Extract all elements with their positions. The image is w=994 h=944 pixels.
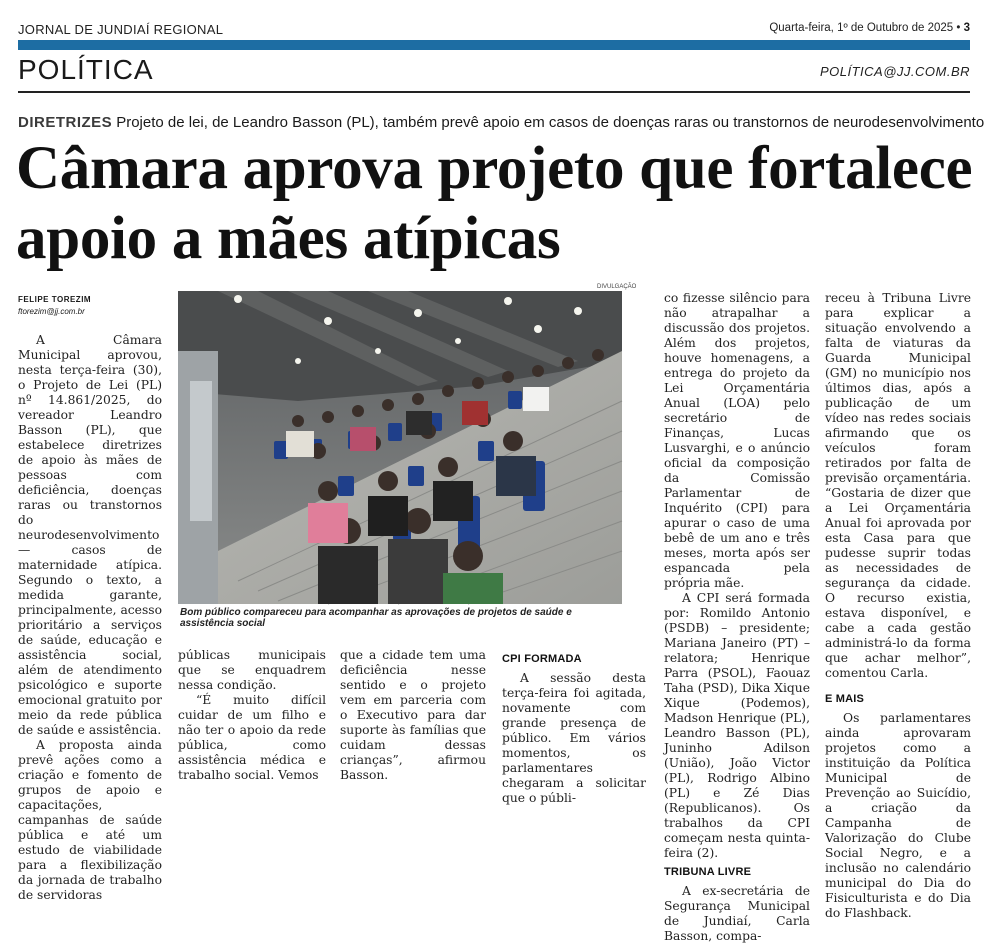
headline: Câmara aprova projeto que fortalece apoio a mães atípicas xyxy=(16,135,973,272)
paragraph: que a cidade tem uma deficiência nesse sentido e o projeto vem em parceria com o Executivo para dar suporte às famílias que cuidam dessas crianças”, afirmou Basson. xyxy=(340,648,486,782)
masthead-bar xyxy=(18,40,970,50)
section-email: POLÍTICA@JJ.COM.BR xyxy=(819,64,970,79)
photo-caption: Bom público compareceu para acompanhar as aprovações de projetos de saúde e assistência social xyxy=(180,607,572,629)
paragraph: A ex-secretária de Segurança Municipal de Jundiaí, Carla Basson, compa- xyxy=(664,884,810,943)
column-1 xyxy=(18,333,162,903)
paragraph: receu à Tribuna Livre para explicar a situação envolvendo a falta de viaturas da Guarda Municipal (GM) no município nos últimos dias, após a publicação de um vídeo nas redes sociais afirmando que os veículos foram retirados por falta de previsão orçamentária. “Gostaria de dizer que a Lei Orçamentária Anual foi aprovada por esta Casa para que pudesse suprir todas as necessidades de segurança da cidade. O recurso existia, estava disponível, e cabe a cada gestão administrá-lo da forma que achar melhor”, comentou Carla. xyxy=(825,291,971,680)
column-6 xyxy=(825,291,971,921)
subheading-tribuna: TRIBUNA LIVRE xyxy=(664,866,752,878)
section-divider xyxy=(18,91,970,93)
column-5 xyxy=(664,291,810,944)
author-name: FELIPE TOREZIM xyxy=(18,295,92,304)
paragraph: A Câmara Municipal aprovou, nesta terça-feira (30), o Projeto de Lei (PL) nº 14.861/2025, do vereador Leandro Basson (PL), que estabelece diretrizes de apoio às mães de pessoas com deficiência, doenças raras ou transtornos do neurodesenvolvimento — casos de maternidade atípica. Segundo o texto, a medida garante, principalmente, acesso prioritário a serviços de saúde, educação e assistência social, além de atendimento psicológico e suporte emocional gratuito por meio da rede pública de saúde e assistência. xyxy=(18,333,162,737)
column-3 xyxy=(340,648,486,783)
column-4 xyxy=(502,648,646,806)
kicker xyxy=(18,114,984,131)
newspaper-name: JORNAL DE JUNDIAÍ REGIONAL xyxy=(18,22,224,37)
byline xyxy=(18,295,91,316)
kicker-text: Projeto de lei, de Leandro Basson (PL), também prevê apoio em casos de doenças raras ou transtornos de neurodesenvolvimento xyxy=(116,114,985,131)
page-number: 3 xyxy=(963,22,970,34)
column-2 xyxy=(178,648,326,783)
paragraph: A proposta ainda prevê ações como a criação e fomento de grupos de apoio e capacitações, campanhas de saúde pública e até um estudo de viabilidade para a flexibilização da jornada de trabalho de servidoras xyxy=(18,738,162,902)
paragraph: públicas municipais que se enquadrem nessa condição. xyxy=(178,648,326,692)
auditorium-photo-illustration xyxy=(178,291,622,604)
paragraph: “É muito difícil cuidar de um filho e não ter o apoio da rede pública, como assistência médica e trabalho social. Vemos xyxy=(178,693,326,782)
section-title: POLÍTICA xyxy=(18,54,154,85)
date-text: Quarta-feira, 1º de Outubro de 2025 xyxy=(769,22,954,34)
author-email: ftorezim@jj.com.br xyxy=(18,307,85,316)
kicker-tag: DIRETRIZES xyxy=(18,114,113,131)
photo-credit: DIVULGAÇÃO xyxy=(597,284,637,290)
masthead xyxy=(18,20,970,38)
subheading-e-mais: E MAIS xyxy=(825,693,865,705)
subheading-cpi: CPI FORMADA xyxy=(502,653,582,665)
paragraph: Os parlamentares ainda aprovaram projetos como a instituição da Política Municipal de Prevenção ao Suicídio, a criação da Campanha de Valorização do Clube Social Negro, e a inclusão no calendário municipal do Dia do Fisiculturista e do Dia do Flashback. xyxy=(825,711,971,920)
paragraph: A sessão desta terça-feira foi agitada, novamente com grande presença de público. Em vários momentos, os parlamentares chegaram a solicitar que o públi- xyxy=(502,671,646,805)
paragraph: A CPI será formada por: Romildo Antonio (PSDB) – presidente; Mariana Janeiro (PT) – relatora; Henrique Parra (PSOL), Faouaz Taha (PSD), Dika Xique Xique (Podemos), Madson Henrique (PL), Leandro Basson (PL), Juninho Adilson (União), João Victor (PL), Rodrigo Albino (PL) e Zé Dias (Republicanos). Os trabalhos da CPI começam nesta quinta-feira (2). xyxy=(664,591,810,860)
paragraph: co fizesse silêncio para não atrapalhar a discussão dos projetos. Além dos projetos, houve homenagens, a entrega do projeto da Lei Orçamentária Anual (LOA) pelo secretário de Finanças, Lucas Lusvarghi, e o anúncio oficial da composição da Comissão Parlamentar de Inquérito (CPI) para apurar o caso de uma bebê de um ano e três meses, morta após ser espancada pela própria mãe. xyxy=(664,291,810,590)
article-photo xyxy=(178,291,622,604)
issue-date: Quarta-feira, 1º de Outubro de 2025 • 3 xyxy=(769,22,970,34)
